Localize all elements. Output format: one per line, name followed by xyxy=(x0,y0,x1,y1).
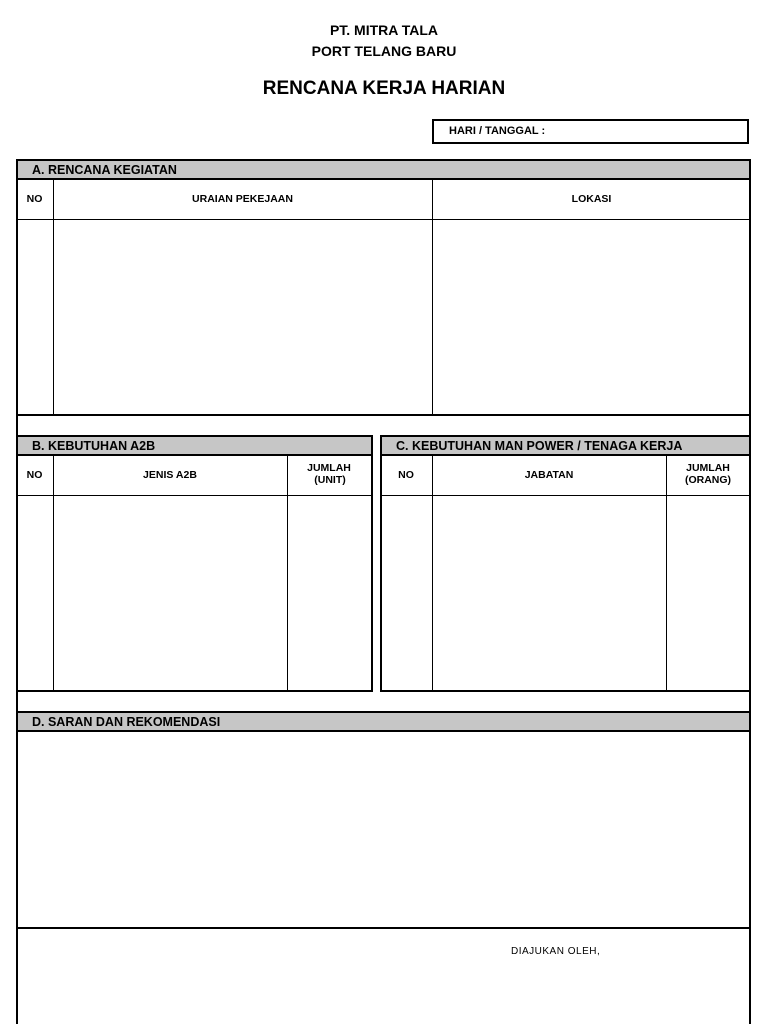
section-c-header xyxy=(380,435,751,456)
date-field[interactable] xyxy=(432,119,749,144)
section-bc-gap-left xyxy=(16,690,18,712)
section-c-col-jumlah: JUMLAH xyxy=(686,462,730,474)
section-b-col-jumlah: JUMLAH xyxy=(307,462,351,474)
section-b-header xyxy=(16,435,373,456)
section-b-table xyxy=(16,456,373,692)
section-a-col-no: NO xyxy=(26,193,43,205)
section-d-header xyxy=(16,711,751,732)
footer-left-border xyxy=(16,927,18,1024)
section-c-title: C. KEBUTUHAN MAN POWER / TENAGA KERJA xyxy=(396,439,683,453)
section-a-table xyxy=(16,180,751,416)
section-a-header xyxy=(16,159,751,180)
section-d-box[interactable] xyxy=(16,732,751,929)
section-c-table xyxy=(380,456,751,692)
section-a-col-divider-1 xyxy=(53,180,54,416)
section-b-col-unit: (UNIT) xyxy=(314,474,346,486)
section-a-col-lokasi: LOKASI xyxy=(571,193,612,205)
section-b-title: B. KEBUTUHAN A2B xyxy=(32,439,156,453)
page-title: RENCANA KERJA HARIAN xyxy=(262,78,506,99)
section-a-gap-left xyxy=(16,415,18,437)
section-a-col-uraian: URAIAN PEKEJAAN xyxy=(192,193,293,205)
section-c-col-divider-2 xyxy=(666,456,667,692)
date-label: HARI / TANGGAL : xyxy=(449,125,546,137)
port-name: PORT TELANG BARU xyxy=(311,43,457,59)
section-c-col-orang: (ORANG) xyxy=(684,474,732,486)
section-a-title: A. RENCANA KEGIATAN xyxy=(32,163,177,177)
section-b-col-jenis: JENIS A2B xyxy=(143,469,197,481)
section-b-col-divider-1 xyxy=(53,456,54,692)
section-a-col-divider-2 xyxy=(432,180,433,416)
section-c-col-divider-1 xyxy=(432,456,433,692)
section-a-bottom xyxy=(16,415,751,416)
footer-right-border xyxy=(749,927,751,1024)
section-c-header-divider xyxy=(380,495,751,496)
section-c-col-jabatan: JABATAN xyxy=(524,469,574,481)
section-a-gap-right xyxy=(749,415,751,437)
section-bc-gap-right xyxy=(749,690,751,712)
section-b-header-divider xyxy=(16,495,373,496)
company-name: PT. MITRA TALA xyxy=(329,22,439,38)
section-d-title: D. SARAN DAN REKOMENDASI xyxy=(32,715,221,729)
section-b-col-divider-2 xyxy=(287,456,288,692)
submitted-by-label: DIAJUKAN OLEH, xyxy=(511,946,601,957)
section-a-header-divider xyxy=(16,219,751,220)
section-b-col-no: NO xyxy=(26,469,43,481)
section-c-col-no: NO xyxy=(398,469,414,481)
